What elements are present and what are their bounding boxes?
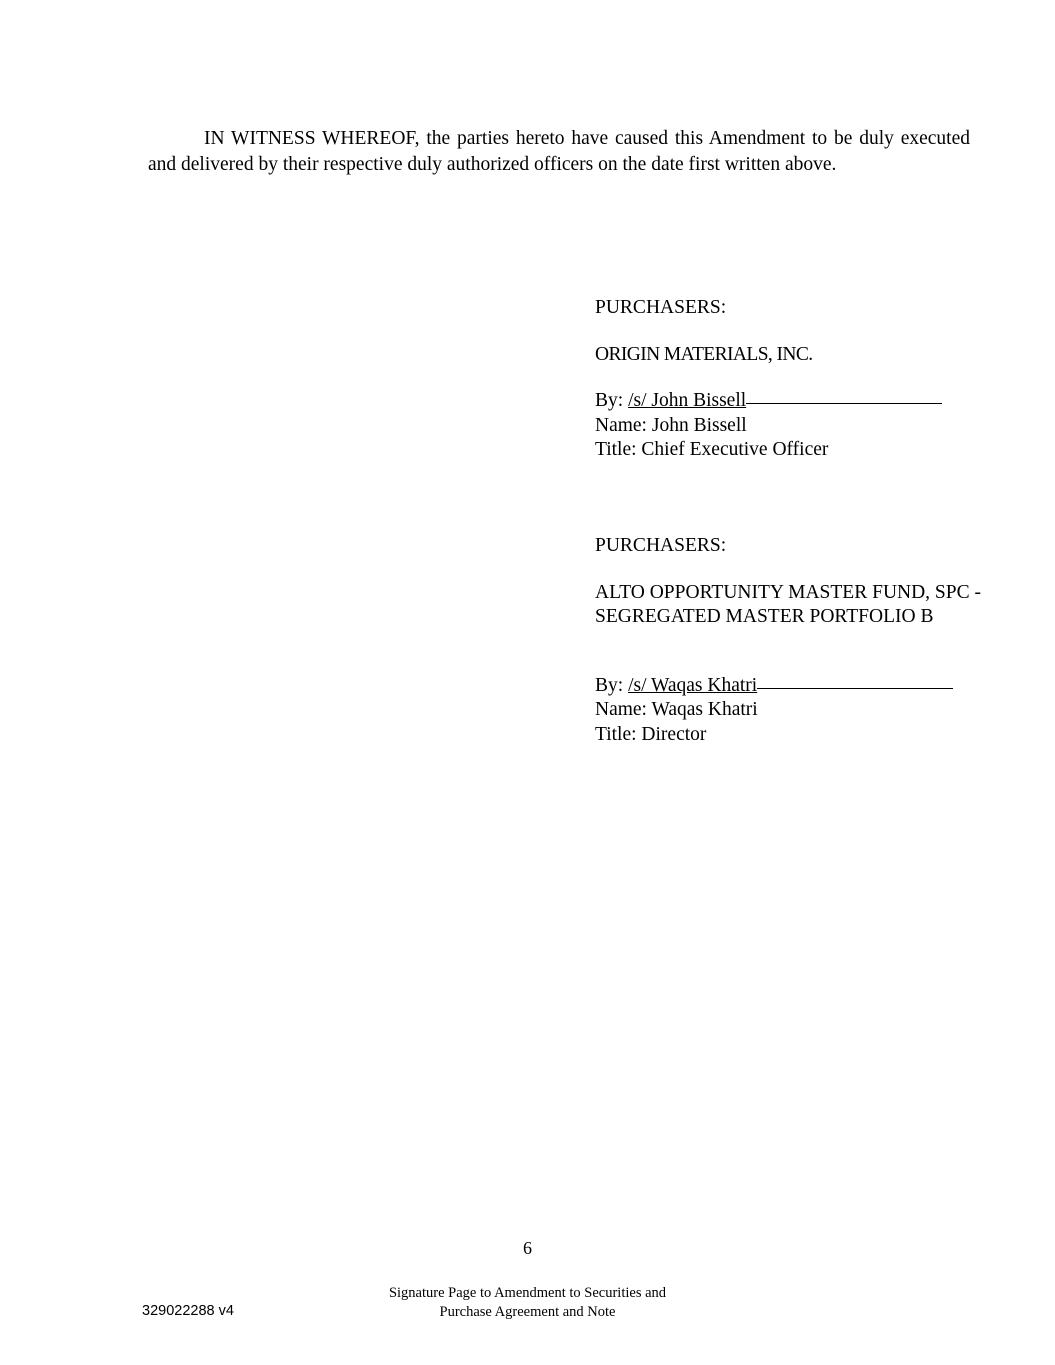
footer-center-line-2: Purchase Agreement and Note: [439, 1304, 616, 1320]
title-line-2: Title: Director: [595, 723, 707, 745]
entity-name-1: ORIGIN MATERIALS, INC.: [595, 343, 813, 365]
page-number: 6: [523, 1238, 532, 1258]
title-line-1: Title: Chief Executive Officer: [595, 439, 829, 460]
document-reference-number: 329022288 v4: [142, 1303, 234, 1319]
witness-paragraph-container: [148, 126, 970, 178]
signature-rule-1: [746, 403, 942, 404]
by-prefix-2: By:: [595, 674, 624, 696]
purchasers-label-1: PURCHASERS:: [595, 297, 727, 318]
spacer: [595, 652, 995, 674]
by-prefix-1: By:: [595, 390, 624, 411]
footer-center-line-1: Signature Page to Amendment to Securities and: [388, 1285, 667, 1301]
signature-block-1: [595, 296, 995, 463]
witness-paragraph: [148, 126, 970, 178]
name-line-1: Name: John Bissell: [595, 414, 747, 436]
purchasers-label-2: PURCHASERS:: [595, 535, 727, 556]
signature-2: /s/ Waqas Khatri: [628, 674, 758, 696]
witness-paragraph-text: IN WITNESS WHEREOF, the parties hereto have caused this Amendment to be duly executed and delivered by their respective duly authorized officers on the date first written above.: [148, 128, 970, 175]
signature-1: /s/ John Bissell: [628, 390, 747, 411]
by-line-1: [595, 389, 995, 414]
signature-block-2: [595, 534, 995, 747]
signature-rule-2: [757, 688, 953, 689]
entity-name-2: ALTO OPPORTUNITY MASTER FUND, SPC - SEGREGATED MASTER PORTFOLIO B: [595, 581, 982, 627]
name-line-2: Name: Waqas Khatri: [595, 699, 758, 720]
by-line-2: [595, 674, 995, 699]
